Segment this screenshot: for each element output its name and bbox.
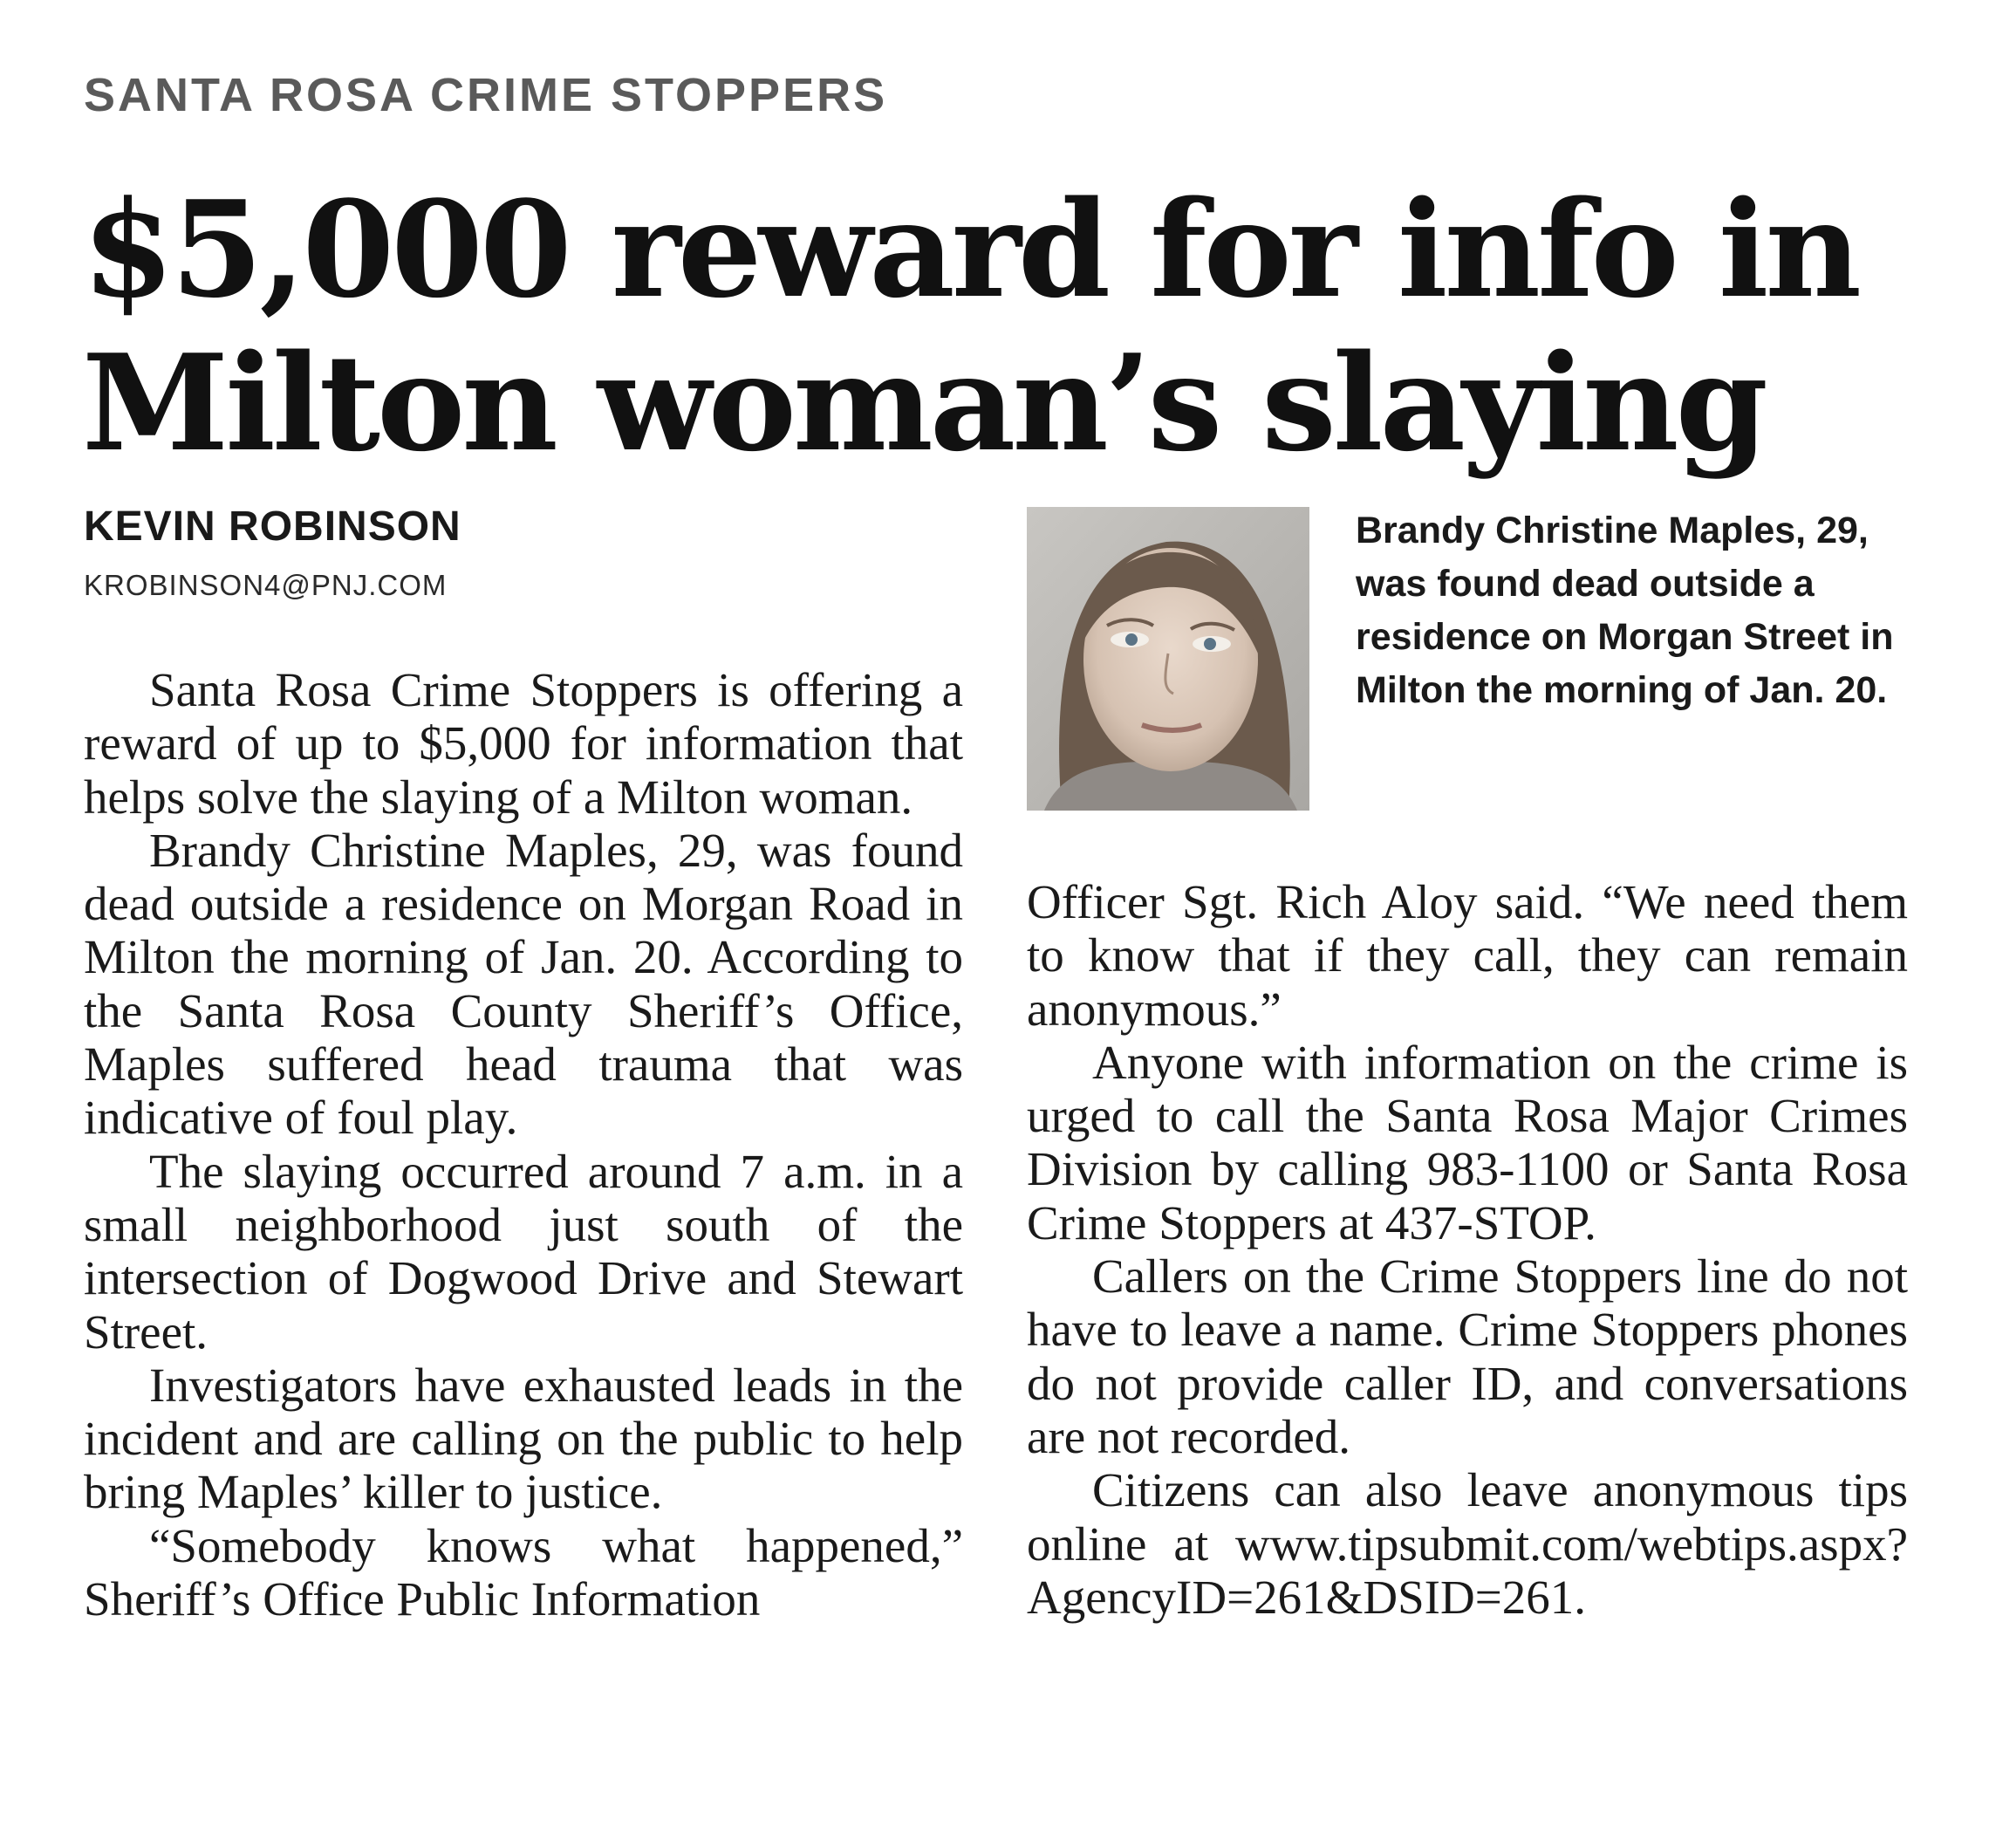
byline-author: KEVIN ROBINSON xyxy=(84,503,461,550)
portrait-image xyxy=(1027,507,1309,811)
paragraph: The slaying occurred around 7 a.m. in a small neighborhood just south of the intersection of Dogwood Drive and Stewart Street. xyxy=(84,1144,963,1359)
headline-line-1: $5,000 reward for info in xyxy=(82,171,1859,327)
paragraph: Callers on the Crime Stoppers line do not have to leave a name. Crime Stoppers phones do not provide caller ID, and conversations are not recorded. xyxy=(1027,1249,1908,1463)
headline-line-2: Milton woman’s slaying xyxy=(82,325,1765,481)
paragraph: “Somebody knows what happened,” Sheriff’s Office Public Information xyxy=(84,1518,963,1626)
mugshot-photo xyxy=(1027,507,1309,811)
paragraph: Santa Rosa Crime Stoppers is offering a reward of up to $5,000 for information that helps solve the slaying of a Milton woman. xyxy=(84,663,963,824)
article-column-1 xyxy=(84,663,963,1626)
headline xyxy=(82,173,1949,480)
paragraph: Investigators have exhausted leads in the incident and are calling on the public to help bring Maples’ killer to justice. xyxy=(84,1358,963,1519)
paragraph: Brandy Christine Maples, 29, was found dead outside a residence on Morgan Road in Milton the morning of Jan. 20. According to the Santa Rosa County Sheriff’s Office, Maples suffered head trauma that was indicative of foul play. xyxy=(84,823,963,1145)
section-kicker: SANTA ROSA CRIME STOPPERS xyxy=(84,69,888,121)
byline-email: KROBINSON4@PNJ.COM xyxy=(84,569,448,601)
paragraph-continued: Officer Sgt. Rich Aloy said. “We need them to know that if they call, they can remain anonymous.” xyxy=(1027,875,1908,1036)
paragraph: Citizens can also leave anonymous tips online at www.tipsubmit.com/webtips.aspx?AgencyID=261&DSID=261. xyxy=(1027,1463,1908,1624)
article-column-2 xyxy=(1027,875,1908,1624)
photo-caption: Brandy Christine Maples, 29, was found dead outside a residence on Morgan Street in Milton the morning of Jan. 20. xyxy=(1356,510,1894,711)
paragraph: Anyone with information on the crime is urged to call the Santa Rosa Major Crimes Division by calling 983-1100 or Santa Rosa Crime Stoppers at 437-STOP. xyxy=(1027,1035,1908,1249)
